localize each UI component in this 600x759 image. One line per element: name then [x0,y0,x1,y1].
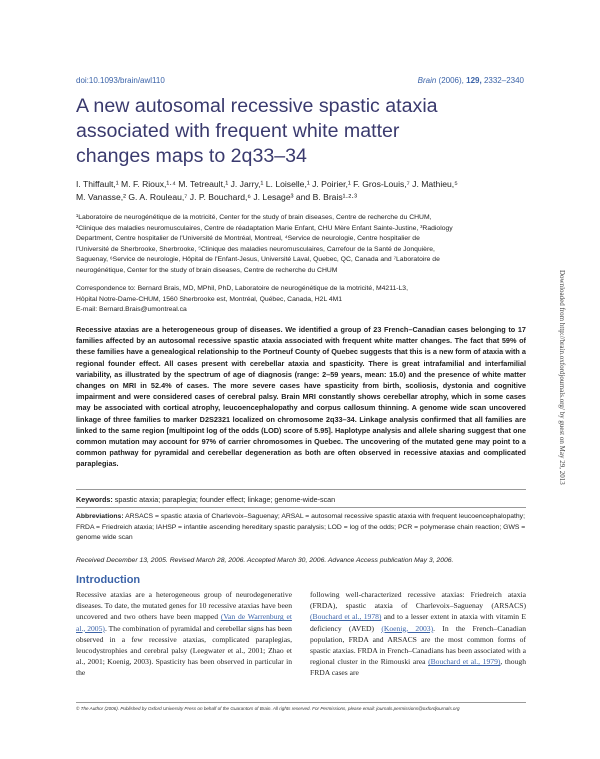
title-line: A new autosomal recessive spastic ataxia [76,95,438,117]
divider [76,507,526,508]
affiliations [76,213,528,277]
abbreviations-label: Abbreviations: [76,513,124,520]
title-line: associated with frequent white matter [76,120,400,142]
correspondence-line: Correspondence to: Bernard Brais, MD, MPhil, PhD, Laboratoire de neurogénétique de la motricité, M4211-L3, [76,285,408,292]
keywords-text: spastic ataxia; paraplegia; founder effect; linkage; genome-wide-scan [114,495,336,504]
journal-pages: 2332–2340 [483,76,524,85]
reference-link[interactable]: (Koenig, 2003) [381,623,434,633]
correspondence-line: Hôpital Notre-Dame-CHUM, 1560 Sherbrooke est, Montréal, Québec, Canada, H2L 4M1 [76,295,343,303]
affiliation-line: l'Université de Sherbrooke, Sherbrooke, ⁵Clinique des maladies neuromusculaires, Carrefour de la Santé de Jonquière, [76,245,435,253]
affiliation-line: ¹Laboratoire de neurogénétique de la motricité, Center for the study of brain diseases, Centre de recherche du CHUM, [76,214,432,221]
affiliation-line: ²Clinique des maladies neuromusculaires, Centre de réadaptation Marie Enfant, CHU Mère Enfant Sainte-Justine, ³Radiology [76,224,453,232]
reference-link[interactable]: (Bouchard et al., 1979) [428,657,501,667]
correspondence [76,284,526,316]
abbreviations-text: ARSACS = spastic ataxia of Charlevoix–Saguenay; ARSAL = autosomal recessive spastic ataxia with frequent leucoencephalopathy; FRDA = Friedreich ataxia; IAHSP = infantile ascending hereditary spastic paralysis; LOD = log of the odds; PCR = polymerase chain reaction; GWS = genome wide scan [76,513,526,542]
received-dates: Received December 13, 2005. Revised March 28, 2006. Accepted March 30, 2006. Advance Access publication May 3, 2006. [76,557,454,564]
abstract: Recessive ataxias are a heterogeneous group of diseases. We identified a group of 23 French–Canadian cases belonging to 17 families affected by an autosomal recessive spastic ataxia associated with frequent white matter changes. The fact that 59% of these families have a genealogical relationship to the Portneuf County of Quebec suggests that this is a new form of ataxia with a regional founder effect. All cases present with cerebellar ataxia and spasticity. There is great intrafamilial and interfamilial variability, as illustrated by the spectrum of age of diagnosis (range: 2–59 years, mean: 15.0) and the presence of white matter changes on MRI in 52.4% of cases. The more severe cases have spasticity from birth, scoliosis, dystonia and cognitive impairment and were considered cases of cerebral palsy. Brain MRI constantly shows cerebellar atrophy, which in some cases may be associated with cortical atrophy, leucoencephalopathy and corpus callosum thinning. A genome wide scan uncovered linkage of three families to marker D2S2321 localized on chromosome 2q33–34. Linkage analysis confirmed that all families are linked to the same region [multipoint log of the odds (LOD) score of 5.95]. Haplotype analysis and allele sharing suggest that one common mutation may account for 97% of carrier chromosomes in Quebec. The uncovering of the mutated gene may point to a common pathway for pyramidal and cerebellar degeneration as both are often observed in recessive ataxias and complicated paraplegias. [76,325,526,469]
divider [76,489,526,490]
doi-link[interactable]: doi:10.1093/brain/awl110 [76,76,165,85]
reference-link[interactable]: (Van de Warrenburg et al., 2005) [76,612,292,633]
journal-volume: 129, [466,76,482,85]
body-text: , though FRDA cases are [310,657,526,678]
copyright-footer: © The Author (2006). Published by Oxford University Press on behalf of the Guarantors of Brain. All rights reserved. For Permissions, please email: journals.permissions@oxfordjournals.org [76,706,460,711]
body-text: . The combination of pyramidal and cerebellar signs has been observed in a few recessive ataxias, complicated paraplegias, leucodystrophies and cerebral palsy (Leegwater et al., 2001; Zhao et al., 2001; Koenig, 2003). Spasticity has been observed in particular in the [76,623,292,678]
introduction-left-column [76,589,292,679]
body-text: and to a lesser extent in ataxia with vitamin E deficiency (AVED) [310,612,526,633]
affiliation-line: neurogénétique, Center for the study of brain diseases, Centre de recherche du CHUM [76,266,338,274]
footer-divider [76,702,526,703]
body-text: following well-characterized recessive ataxias: Friedreich ataxia (FRDA), spastic ataxia of Charlevoix–Saguenay (ARSACS) [310,590,526,611]
author-list [76,178,526,204]
author-line: M. Vanasse,² G. A. Rouleau,⁷ J. P. Bouchard,⁶ J. Lesage³ and B. Brais¹·²·³ [76,192,357,202]
title-line: changes maps to 2q33–34 [76,145,307,167]
author-line: I. Thiffault,¹ M. F. Rioux,¹·⁴ M. Tetreault,¹ J. Jarry,¹ L. Loiselle,¹ J. Poirier,¹ F. Gros-Louis,⁷ J. Mathieu,⁵ [76,179,458,189]
keywords [76,494,526,505]
keywords-label: Keywords: [76,495,113,504]
download-watermark-text: Downloaded from http://brain.oxfordjournals.org/ by guest on May 29, 2013 [558,270,566,485]
affiliation-line: Department, Centre hospitalier de l'Université de Montréal, Montreal, ⁴Service de neurologie, Centre hospitalier de [76,235,420,243]
abbreviations [76,512,528,544]
body-text: . In the French–Canadian population, FRDA and ARSACS are the most common forms of spastic ataxias. FRDA in French–Canadians has been associated with a regional cluster in the Rimouski area [310,623,526,667]
journal-year: (2006), [438,76,464,85]
introduction-right-column [310,589,526,679]
journal-name: Brain [417,76,437,85]
affiliation-line: Saguenay, ⁶Service de neurologie, Hôpital de l'Enfant-Jesus, Université Laval, Quebec, QC, Canada and ⁷Laboratoire de [76,256,440,264]
introduction-heading: Introduction [76,574,141,586]
journal-citation [418,76,524,85]
reference-link[interactable]: (Bouchard et al., 1978) [310,612,382,622]
article-title [76,94,516,169]
body-text: Recessive ataxias are a heterogeneous group of neurodegenerative diseases. To date, the mutated genes for 10 recessive ataxias have been uncovered and two others have been mapped [76,590,292,622]
correspondence-email[interactable]: E-mail: Bernard.Brais@umontreal.ca [76,306,187,313]
